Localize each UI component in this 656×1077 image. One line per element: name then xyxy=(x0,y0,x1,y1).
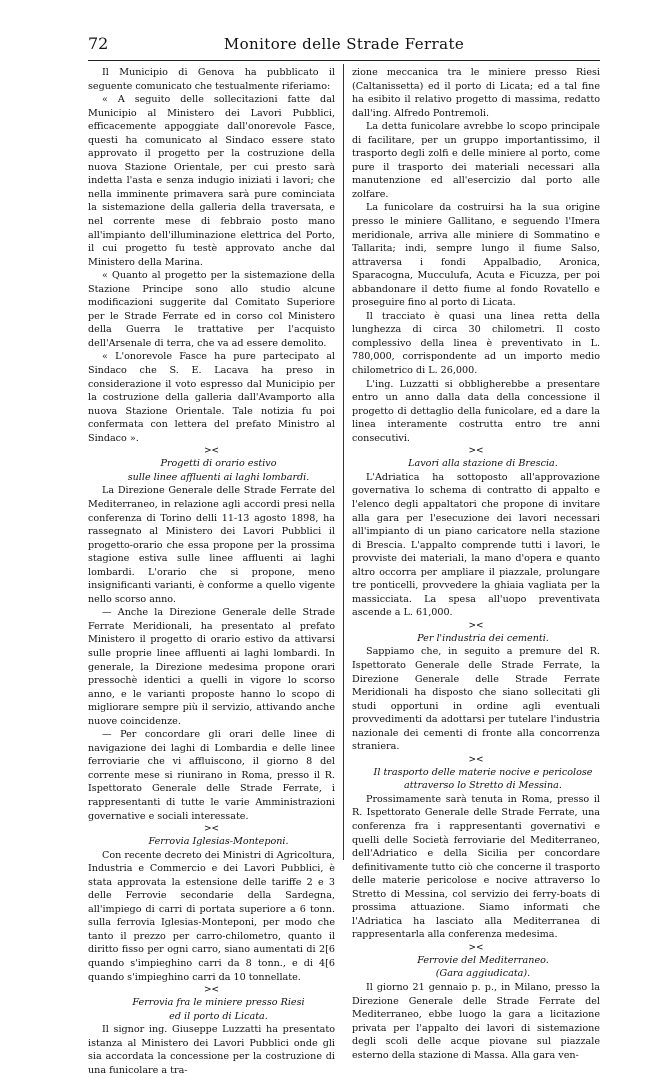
paragraph: — Anche la Direzione Generale delle Strade Ferrate Meridionali, ha presentato al prefato Ministero il progetto di orario estivo da attivarsi sulle proprie linee affluenti ai laghi lombardi. In generale, la Direzione medesima propone orari pressochè identici a quelli in vigore lo scorso anno, e le varianti proposte hanno lo scopo di migliorare sempre più il servizio, attivando anche nuove coincidenze. xyxy=(88,607,335,727)
section-separator: >< xyxy=(468,942,484,953)
paragraph: Il giorno 21 gennaio p. p., in Milano, presso la Direzione Generale delle Strade Ferrate del Mediterraneo, ebbe luogo la gara a licitazione privata per l'appalto dei lavori di sistemazione degli scoli delle acque piovane sul piazzale esterno della stazione di Massa. Alla gara ven- xyxy=(352,982,600,1061)
section-heading: Ferrovie del Mediterraneo. xyxy=(417,954,549,966)
section-heading: Per l'industria dei cementi. xyxy=(417,632,549,644)
section-separator: >< xyxy=(203,446,220,457)
paragraph: zione meccanica tra le miniere presso Riesi (Caltanissetta) ed il porto di Licata; ed a tal fine ha esibito il relativo progetto di massima, redatto dall'ing. Alfredo Pontremoli. xyxy=(352,67,600,119)
section-separator: >< xyxy=(468,754,484,765)
header-rule xyxy=(88,60,600,61)
section-separator: >< xyxy=(468,446,484,457)
paragraph: Con recente decreto dei Ministri di Agricoltura, Industria e Commercio e dei Lavori Pubblici, è stata approvata la estensione delle tariffe 2 e 3 delle Ferrovie secondarie della Sardegna, all'impiego di carri di portata superiore a 6 tonn. sulla ferrovia Iglesias-Monteponi, per modo che tanto il prezzo per carro-chilometro, quanto il diritto fisso per ogni carro, siano aumentati di 2[6 quando s'impieghino carri da 8 tonn., e di 4[6 quando s'impieghino carri da 10 tonnellate. xyxy=(88,849,335,983)
journal-title: Monitore delle Strade Ferrate xyxy=(223,35,465,53)
section-heading: attraverso lo Stretto di Messina. xyxy=(404,780,562,792)
section-heading: Progetti di orario estivo xyxy=(160,458,277,470)
paragraph: L'Adriatica ha sottoposto all'approvazione governativa lo schema di contratto di appalto e l'elenco degli appaltatori che propone di invitare alla gara per l'esecuzione dei lavori necessari all'impianto di un piano caricatore nella stazione di Brescia. L'appalto comprende tutti i lavori, le provviste dei materiali, la mano d'opera e quanto altro occorra per ampliare il piazzale, prolungare tre ponticelli, provvedere la ghiaia vagliata per la massicciata. La spesa all'uopo preventivata ascende a L. 61,000. xyxy=(352,471,600,619)
quote-paragraph: « A seguito delle sollecitazioni fatte dal Municipio al Ministero dei Lavori Pubblici, efficacemente appoggiate dall'onorevole Fasce, questi ha comunicato al Sindaco essere stato approvato il progetto per la costruzione della nuova Stazione Orientale, per cui presto sarà indetta l'asta e senza indugio iniziati i lavori; che nella imminente primavera sarà pure cominciata la sistemazione della galleria della traversata, e nel corrente mese di febbraio posto mano all'impianto dell'illuminazione elettrica del Porto, il cui progetto fu testè approvato anche dal Ministero della Marina. xyxy=(88,94,335,268)
paragraph: Il signor ing. Giuseppe Luzzatti ha presentato istanza al Ministero dei Lavori Pubblici onde gli sia accordata la concessione per la costruzione di una funicolare a tra- xyxy=(88,1024,335,1076)
paragraph: — Per concordare gli orari delle linee di navigazione dei laghi di Lombardia e delle linee ferroviarie che vi affluiscono, il giorno 8 del corrente mese si riunirano in Roma, presso il R. Ispettorato Generale delle Strade Ferrate, i rappresentanti di tutte le varie Amministrazioni governative e sociali interessate. xyxy=(88,729,335,822)
paragraph: La Direzione Generale delle Strade Ferrate del Mediterraneo, in relazione agli accordi presi nella conferenza di Torino delli 11-13 agosto 1898, ha rassegnato al Ministero dei Lavori Pubblici il progetto-orario che essa propone per la prossima stagione estiva sulle linee affluenti ai laghi lombardi. L'orario che si propone, meno insignificanti varianti, è conforme a quello vigente nello scorso anno. xyxy=(88,485,335,605)
paragraph: La detta funicolare avrebbe lo scopo principale di facilitare, per un gruppo importantissimo, il trasporto degli zolfi e delle miniere al porto, come pure il trasporto dei materiali necessari alla manutenzione ed all'esercizio dal porto alle zolfare. xyxy=(352,121,600,200)
paragraph: Sappiamo che, in seguito a premure del R. Ispettorato Generale delle Strade Ferrate, la Direzione Generale delle Strade Ferrate Meridionali ha disposto che siano sollecitati gli studi opportuni in ordine agli eventuali provvedimenti da adottarsi per tutelare l'industria nazionale dei cementi di fronte alla concorrenza straniera. xyxy=(352,646,600,753)
page-number: 72 xyxy=(88,34,109,53)
section-separator: >< xyxy=(203,985,220,996)
paragraph: Il tracciato è quasi una linea retta della lunghezza di circa 30 chilometri. Il costo complessivo della linea è preventivato in L. 780,000, corrispondente ad un importo medio chilometrico di L. 26,000. xyxy=(352,310,600,377)
paragraph: L'ing. Luzzatti si obbligherebbe a presentare entro un anno dalla data della concessione il progetto di dettaglio della funicolare, ed a dare la linea interamente costrutta entro tre anni consecutivi. xyxy=(352,378,600,444)
section-subheading: (Gara aggiudicata). xyxy=(435,968,531,980)
section-heading: ed il porto di Licata. xyxy=(169,1010,268,1022)
right-column xyxy=(352,66,600,1062)
quote-paragraph: « Quanto al progetto per la sistemazione della Stazione Principe sono allo studio alcune modificazioni suggerite dal Comitato Superiore per le Strade Ferrate ed in corso col Ministero della Guerra le trattative per l'acquisto dell'Arsenale di terra, che va ad essere demolito. xyxy=(88,270,335,349)
paragraph: Il Municipio di Genova ha pubblicato il seguente comunicato che testualmente riferiamo: xyxy=(88,67,335,92)
section-heading: Ferrovia Iglesias-Monteponi. xyxy=(148,836,289,848)
section-heading: Il trasporto delle materie nocive e pericolose xyxy=(373,766,593,778)
quote-paragraph: « L'onorevole Fasce ha pure partecipato al Sindaco che S. E. Lacava ha preso in considerazione il voto espresso dal Municipio per la costruzione della galleria dall'Avamporto alla nuova Stazione Orientale. Tale notizia fu poi confermata con lettera del prefato Ministro al Sindaco ». xyxy=(88,351,335,444)
paragraph: La funicolare da costruirsi ha la sua origine presso le miniere Gallitano, e seguendo l'Imera meridionale, arriva alle miniere di Sommatino e Tallarita; indi, sempre lungo il fiume Salso, attraversa i fondi Appalbadio, Aronica, Sparacogna, Mucculufa, Acuta e Ficuzza, per poi abbandonare il detto fiume al fondo Rovatello e proseguire fino al porto di Licata. xyxy=(352,202,600,309)
paragraph: Prossimamente sarà tenuta in Roma, presso il R. Ispettorato Generale delle Strade Ferrate, una conferenza fra i rappresentanti governativi e quelli delle Società ferroviarie del Mediterraneo, dell'Adriatico e della Sicilia per concordare definitivamente tutto ciò che concerne il trasporto delle materie pericolose e nocive attraverso lo Stretto di Messina, col servizio dei ferry-boats di prossima attuazione. Siamo informati che l'Adriatica ha lasciato alla Mediterranea di rappresentarla alla conferenza medesima. xyxy=(352,793,600,941)
section-heading: Lavori alla stazione di Brescia. xyxy=(408,458,558,470)
section-separator: >< xyxy=(203,824,220,835)
column-divider xyxy=(343,64,344,860)
left-column xyxy=(88,66,335,1077)
section-heading: Ferrovia fra le miniere presso Riesi xyxy=(132,997,305,1009)
page-header xyxy=(88,34,600,54)
section-separator: >< xyxy=(468,620,484,631)
section-heading: sulle linee affluenti ai laghi lombardi. xyxy=(127,471,310,483)
